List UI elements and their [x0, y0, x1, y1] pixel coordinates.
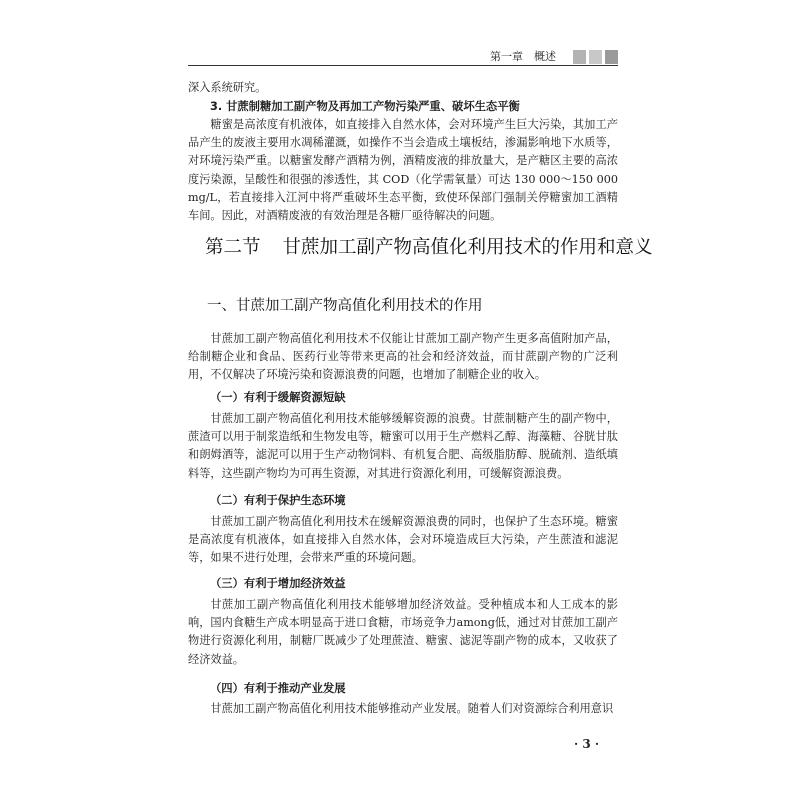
paragraph-b: 甘蔗加工副产物高值化利用技术在缓解资源浪费的同时，也保护了生态环境。糖蜜是高浓度有机液体，如直接排入自然水体，会对环境造成巨大污染，产生蔗渣和滤泥等，如果不进行处理，会带来严重的环境问题。: [188, 515, 618, 565]
paragraph-0: 甘蔗加工副产物高值化利用技术不仅能让甘蔗加工副产物产生更多高值附加产品，给制糖企业和食品、医药行业等带来更高的社会和经济效益，而甘蔗副产物的广泛利用，不仅解决了环境污染和资源浪费的问题，也增加了制糖企业的收入。: [188, 332, 618, 382]
intro-paragraph-block: [188, 116, 618, 225]
chapter-label: 第一章 概述: [490, 50, 556, 63]
running-header: [188, 50, 618, 64]
paragraph-d: 甘蔗加工副产物高值化利用技术能够推动产业发展。随着人们对资源综合利用意识: [210, 702, 614, 715]
paragraph-b-block: [188, 513, 618, 568]
header-decoration: [573, 50, 618, 64]
page-number: · 3 ·: [574, 737, 600, 751]
paragraph-c: 甘蔗加工副产物高值化利用技术能够增加经济效益。受种植成本和人工成本的影响，国内食糖生产成本明显高于进口食糖，市场竞争力among低，通过对甘蔗加工副产物进行资源化利用，制糖厂既减少了处理蔗渣、糖蜜、滤泥等副产物的成本，又收获了经济效益。: [188, 598, 618, 666]
intro-paragraph: 糖蜜是高浓度有机液体，如直接排入自然水体，会对环境产生巨大污染，其加工产品产生的废液主要用水凋稀灌溉，如操作不当会造成土壤板结，渗漏影响地下水质等，对环境污染严重。以糖蜜发酵产酒精为例，酒精废液的排放量大，是产糖区主要的高浓度污染源，呈酸性和很强的渗透性，其 COD（化学需氧量）可达 130 000～150 000 mg/L，若直接排入江河中将严重破坏生态平衡，致使环保部门强制关停糖蜜加工酒精车间。因此，对酒精废液的有效治理是各糖厂亟待解决的问题。: [188, 118, 618, 223]
header-rule: [188, 65, 618, 66]
paragraph-0-block: [188, 330, 618, 385]
paragraph-a: 甘蔗加工副产物高值化利用技术能够缓解资源的浪费。甘蔗制糖产生的副产物中，蔗渣可以用于制浆造纸和生物发电等，糖蜜可以用于生产燃料乙醇、海藻糖、谷胱甘肽和朗姆酒等，滤泥可以用于生产动物饲料、有机复合肥、高级脂肪醇、脱硫剂、造纸填料等，这些副产物均为可再生资源，对其进行资源化利用，可缓解资源浪费。: [188, 412, 618, 480]
subheading-b: （二）有利于保护生态环境: [210, 494, 346, 507]
subheading-3: 3. 甘蔗制糖加工副产物及再加工产物污染严重、破坏生态平衡: [210, 100, 520, 113]
section-title: [205, 236, 653, 260]
paragraph-d-block: [188, 700, 618, 718]
section-number: 第二节: [205, 237, 261, 258]
paragraph-a-block: [188, 410, 618, 483]
subheading-d: （四）有利于推动产业发展: [210, 682, 346, 695]
section-title-text: 甘蔗加工副产物高值化利用技术的作用和意义: [282, 237, 653, 258]
heading-level-1: 一、甘蔗加工副产物高值化利用技术的作用: [207, 298, 483, 314]
continued-text: [188, 79, 618, 97]
line-tail: 深入系统研究。: [188, 81, 267, 94]
subheading-c: （三）有利于增加经济效益: [210, 577, 346, 590]
paragraph-c-block: [188, 596, 618, 669]
subheading-a: （一）有利于缓解资源短缺: [210, 391, 346, 404]
